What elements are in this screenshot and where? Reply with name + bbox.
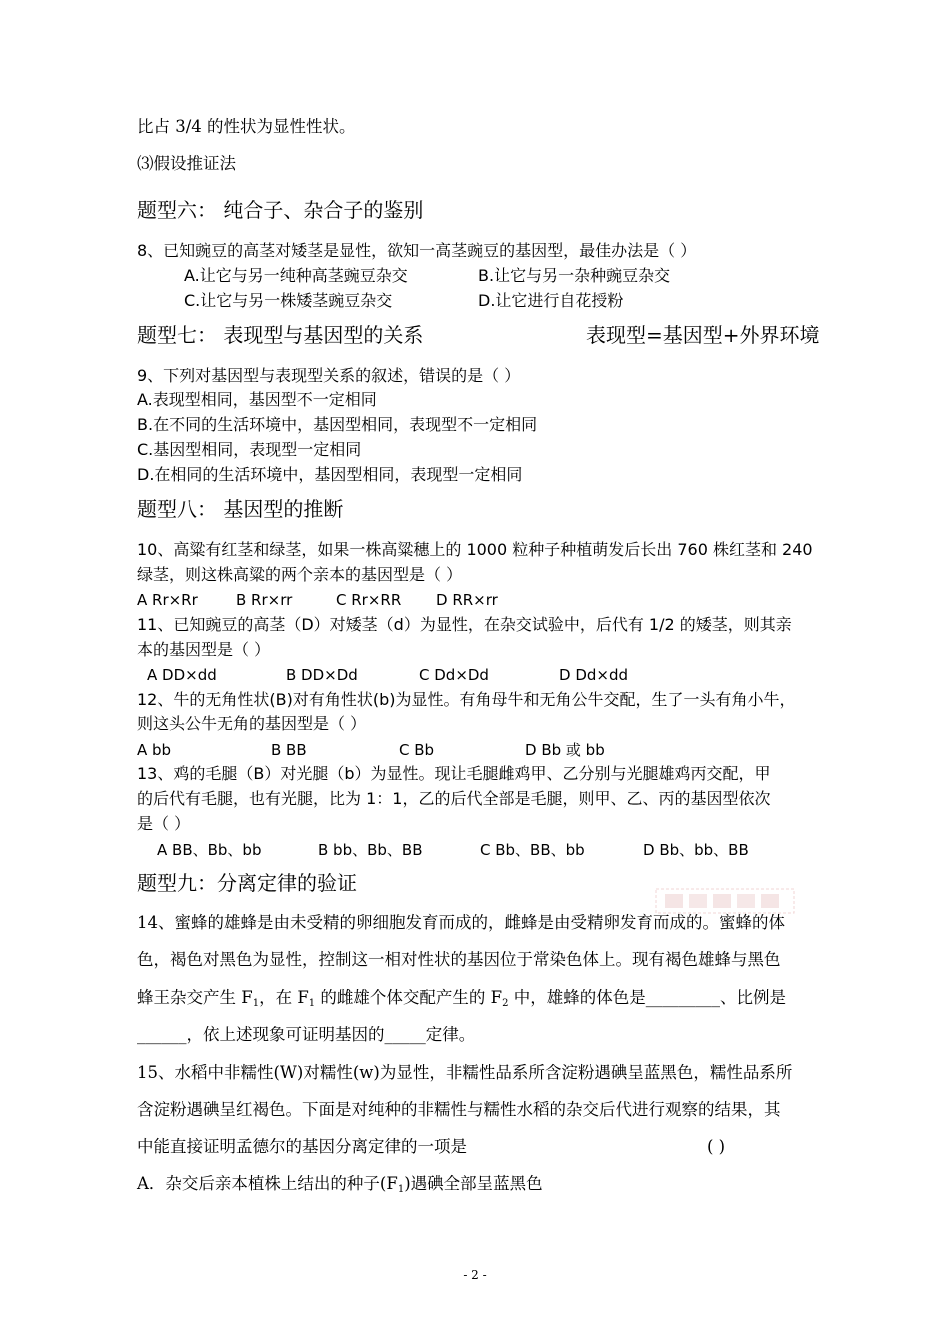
text-line: ⑶假设推证法 bbox=[137, 154, 236, 173]
option-a: A Rr×Rr bbox=[137, 591, 198, 609]
question-13-cont: 是（ ） bbox=[137, 814, 191, 833]
answer-paren: ( ) bbox=[707, 1137, 726, 1156]
option-a: A BB、Bb、bb bbox=[157, 841, 262, 859]
question-12-cont: 则这头公牛无角的基因型是（ ） bbox=[137, 714, 367, 733]
text-line: 比占 3/4 的性状为显性性状。 bbox=[137, 117, 356, 136]
question-15-cont: 含淀粉遇碘呈红褐色。下面是对纯种的非糯性与糯性水稻的杂交后代进行观察的结果，其 bbox=[137, 1100, 781, 1119]
question-15-cont: 中能直接证明孟德尔的基因分离定律的一项是 bbox=[137, 1137, 467, 1156]
option-c: C Bb bbox=[399, 741, 435, 759]
option-d: D.让它进行自花授粉 bbox=[478, 291, 624, 310]
option-d: D Bb、bb、BB bbox=[643, 841, 749, 859]
option-a: A DD×dd bbox=[147, 666, 217, 684]
option-a: A．杂交后亲本植株上结出的种子$(F_1)$遇碘全部呈蓝黑色 bbox=[137, 1174, 543, 1195]
option-b: B.在不同的生活环境中，基因型相同，表现型不一定相同 bbox=[137, 415, 538, 434]
question-13: 13、鸡的毛腿（B）对光腿（b）为显性。现让毛腿雌鸡甲、乙分别与光腿雄鸡丙交配，甲 bbox=[137, 764, 771, 783]
formula: 表现型=基因型+外界环境 bbox=[586, 323, 820, 347]
question-12: 12、牛的无角性状(B)对有角性状(b)为显性。有角母牛和无角公牛交配，生了一头有角小牛， bbox=[137, 690, 796, 709]
question-14-cont: ______，依上述现象可证明基因的_____定律。 bbox=[137, 1025, 476, 1044]
option-d: D Dd×dd bbox=[559, 666, 629, 684]
option-b: B BB bbox=[271, 741, 307, 759]
option-b: B Rr×rr bbox=[236, 591, 293, 609]
option-d: D.在相同的生活环境中，基因型相同，表现型一定相同 bbox=[137, 465, 523, 484]
question-14-cont: 色，褐色对黑色为显性，控制这一相对性状的基因位于常染色体上。现有褐色雄蜂与黑色 bbox=[137, 950, 781, 969]
question-10: 10、高粱有红茎和绿茎，如果一株高粱穗上的 1000 粒种子种植萌发后长出 760 株红茎和 240 bbox=[137, 540, 813, 559]
option-c: C.基因型相同，表现型一定相同 bbox=[137, 440, 362, 459]
option-d: D RR×rr bbox=[436, 591, 498, 609]
watermark-stamp bbox=[655, 888, 795, 914]
option-b: B bb、Bb、BB bbox=[318, 841, 423, 859]
question-11-cont: 本的基因型是（ ） bbox=[137, 640, 271, 659]
question-14: 14、蜜蜂的雄蜂是由未受精的卵细胞发育而成的，雌蜂是由受精卵发育而成的。蜜蜂的体 bbox=[137, 913, 785, 932]
page-number: - 2 - bbox=[463, 1268, 487, 1282]
option-c: C.让它与另一株矮茎豌豆杂交 bbox=[184, 291, 393, 310]
section-heading: 题型九：分离定律的验证 bbox=[137, 871, 357, 895]
option-c: C Bb、BB、bb bbox=[480, 841, 585, 859]
section-heading: 题型六： 纯合子、杂合子的鉴别 bbox=[137, 198, 424, 222]
option-c: C Rr×RR bbox=[336, 591, 402, 609]
option-a: A.让它与另一纯种高茎豌豆杂交 bbox=[184, 266, 408, 285]
question-13-cont: 的后代有毛腿，也有光腿，比为 1：1，乙的后代全部是毛腿，则甲、乙、丙的基因型依次 bbox=[137, 789, 771, 808]
section-heading: 题型七： 表现型与基因型的关系 bbox=[137, 323, 424, 347]
question-15: 15、水稻中非糯性(W)对糯性(w)为显性，非糯性品系所含淀粉遇碘呈蓝黑色，糯性品系所 bbox=[137, 1063, 793, 1082]
option-a: A.表现型相同，基因型不一定相同 bbox=[137, 390, 377, 409]
question-9: 9、下列对基因型与表现型关系的叙述，错误的是（ ） bbox=[137, 366, 521, 385]
question-14-cont: 蜂王杂交产生 $F_1$，在 $F_1$ 的雌雄个体交配产生的 $F_2$ 中，雄蜂的体色是_________、比例是 bbox=[137, 988, 786, 1009]
section-heading: 题型八： 基因型的推断 bbox=[137, 497, 344, 521]
option-d: D Bb 或 bb bbox=[525, 741, 605, 759]
question-10-cont: 绿茎，则这株高粱的两个亲本的基因型是（ ） bbox=[137, 565, 463, 584]
option-c: C Dd×Dd bbox=[419, 666, 489, 684]
question-8: 8、已知豌豆的高茎对矮茎是显性，欲知一高茎豌豆的基因型，最佳办法是（ ） bbox=[137, 241, 697, 260]
option-a: A bb bbox=[137, 741, 172, 759]
option-b: B.让它与另一杂种豌豆杂交 bbox=[478, 266, 671, 285]
question-11: 11、已知豌豆的高茎（D）对矮茎（d）为显性，在杂交试验中，后代有 1/2 的矮茎，则其亲 bbox=[137, 615, 792, 634]
option-b: B DD×Dd bbox=[286, 666, 358, 684]
